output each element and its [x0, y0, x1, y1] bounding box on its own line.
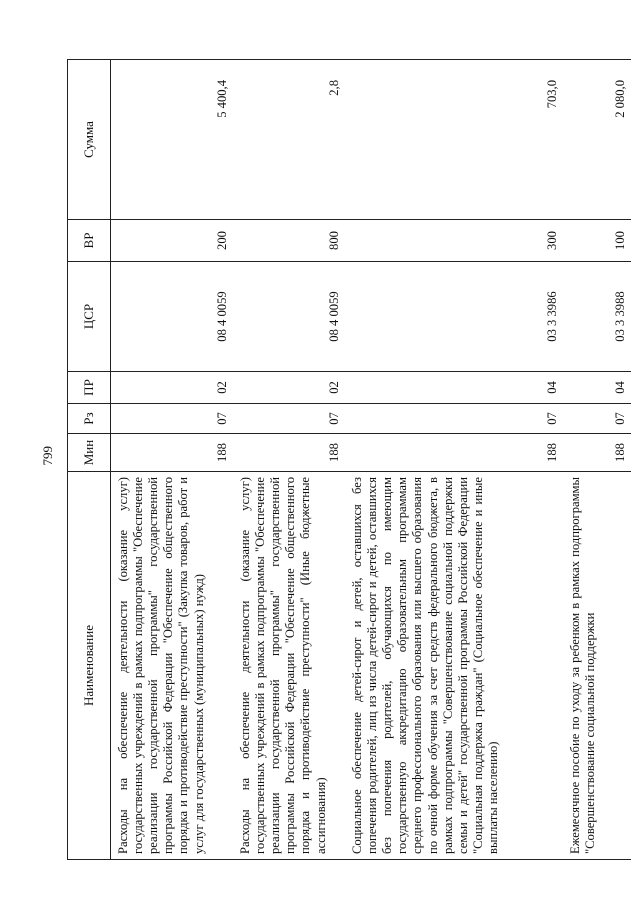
table-header-row — [68, 60, 111, 860]
page-number: 799 — [40, 446, 55, 466]
cell-pr: 04 — [345, 372, 563, 404]
cell-csr: 08 4 0059 — [111, 262, 234, 372]
budget-table-rotated — [67, 60, 627, 860]
cell-min: 188 — [233, 434, 345, 472]
header-pr: ПР — [68, 372, 111, 404]
cell-csr: 03 3 3988 — [563, 262, 631, 372]
cell-rz: 07 — [233, 404, 345, 434]
cell-name: Социальное обеспечение детей-сирот и детей, оставшихся без попечения родителей, лиц из числа детей-сирот и детей, оставшихся без попечения родителей, обучающихся по имеющим государственную аккредитацию образовательным программам среднего профессионального образования или высшего образования по очной форме обучения за счет средств федерального бюджета, в рамках подпрограммы "Совершенствование социальной поддержки семьи и детей" государственной программы Российской Федерации "Социальная поддержка граждан" (Социальное обеспечение и иные выплаты населению) — [345, 472, 563, 860]
cell-name: Ежемесячное пособие по уходу за ребенком в рамках подпрограммы "Совершенствование социальной поддержки — [563, 472, 631, 860]
header-rz: Рз — [68, 404, 111, 434]
cell-rz: 07 — [345, 404, 563, 434]
cell-name: Расходы на обеспечение деятельности (оказание услуг) государственных учреждений в рамках подпрограммы "Обеспечение реализации государственной программы" государственной программы Российской Федерации "Обеспечение общественного порядка и противодействие преступности" (Иные бюджетные ассигнования) — [233, 472, 345, 860]
table-row — [345, 60, 563, 860]
table-row — [111, 60, 234, 860]
cell-min: 188 — [111, 434, 234, 472]
table-row — [563, 60, 631, 860]
cell-min: 188 — [563, 434, 631, 472]
budget-table — [67, 59, 631, 860]
header-min: Мин — [68, 434, 111, 472]
cell-vr: 200 — [111, 220, 234, 262]
cell-sum: 703,0 — [345, 60, 563, 220]
cell-pr: 02 — [111, 372, 234, 404]
cell-vr: 100 — [563, 220, 631, 262]
cell-vr: 300 — [345, 220, 563, 262]
header-vr: ВР — [68, 220, 111, 262]
cell-sum: 2,8 — [233, 60, 345, 220]
cell-rz: 07 — [111, 404, 234, 434]
cell-csr: 08 4 0059 — [233, 262, 345, 372]
cell-pr: 02 — [233, 372, 345, 404]
cell-pr: 04 — [563, 372, 631, 404]
table-row — [233, 60, 345, 860]
cell-rz: 07 — [563, 404, 631, 434]
cell-sum: 2 080,0 — [563, 60, 631, 220]
header-name: Наименование — [68, 472, 111, 860]
cell-sum: 5 400,4 — [111, 60, 234, 220]
header-sum: Сумма — [68, 60, 111, 220]
header-csr: ЦСР — [68, 262, 111, 372]
cell-csr: 03 3 3986 — [345, 262, 563, 372]
cell-name: Расходы на обеспечение деятельности (оказание услуг) государственных учреждений в рамках подпрограммы "Обеспечение реализации государственной программы" государственной программы Российской Федерации "Обеспечение общественного порядка и противодействие преступности" (Закупка товаров, работ и услуг для государственных (муниципальных) нужд) — [111, 472, 234, 860]
cell-vr: 800 — [233, 220, 345, 262]
cell-min: 188 — [345, 434, 563, 472]
